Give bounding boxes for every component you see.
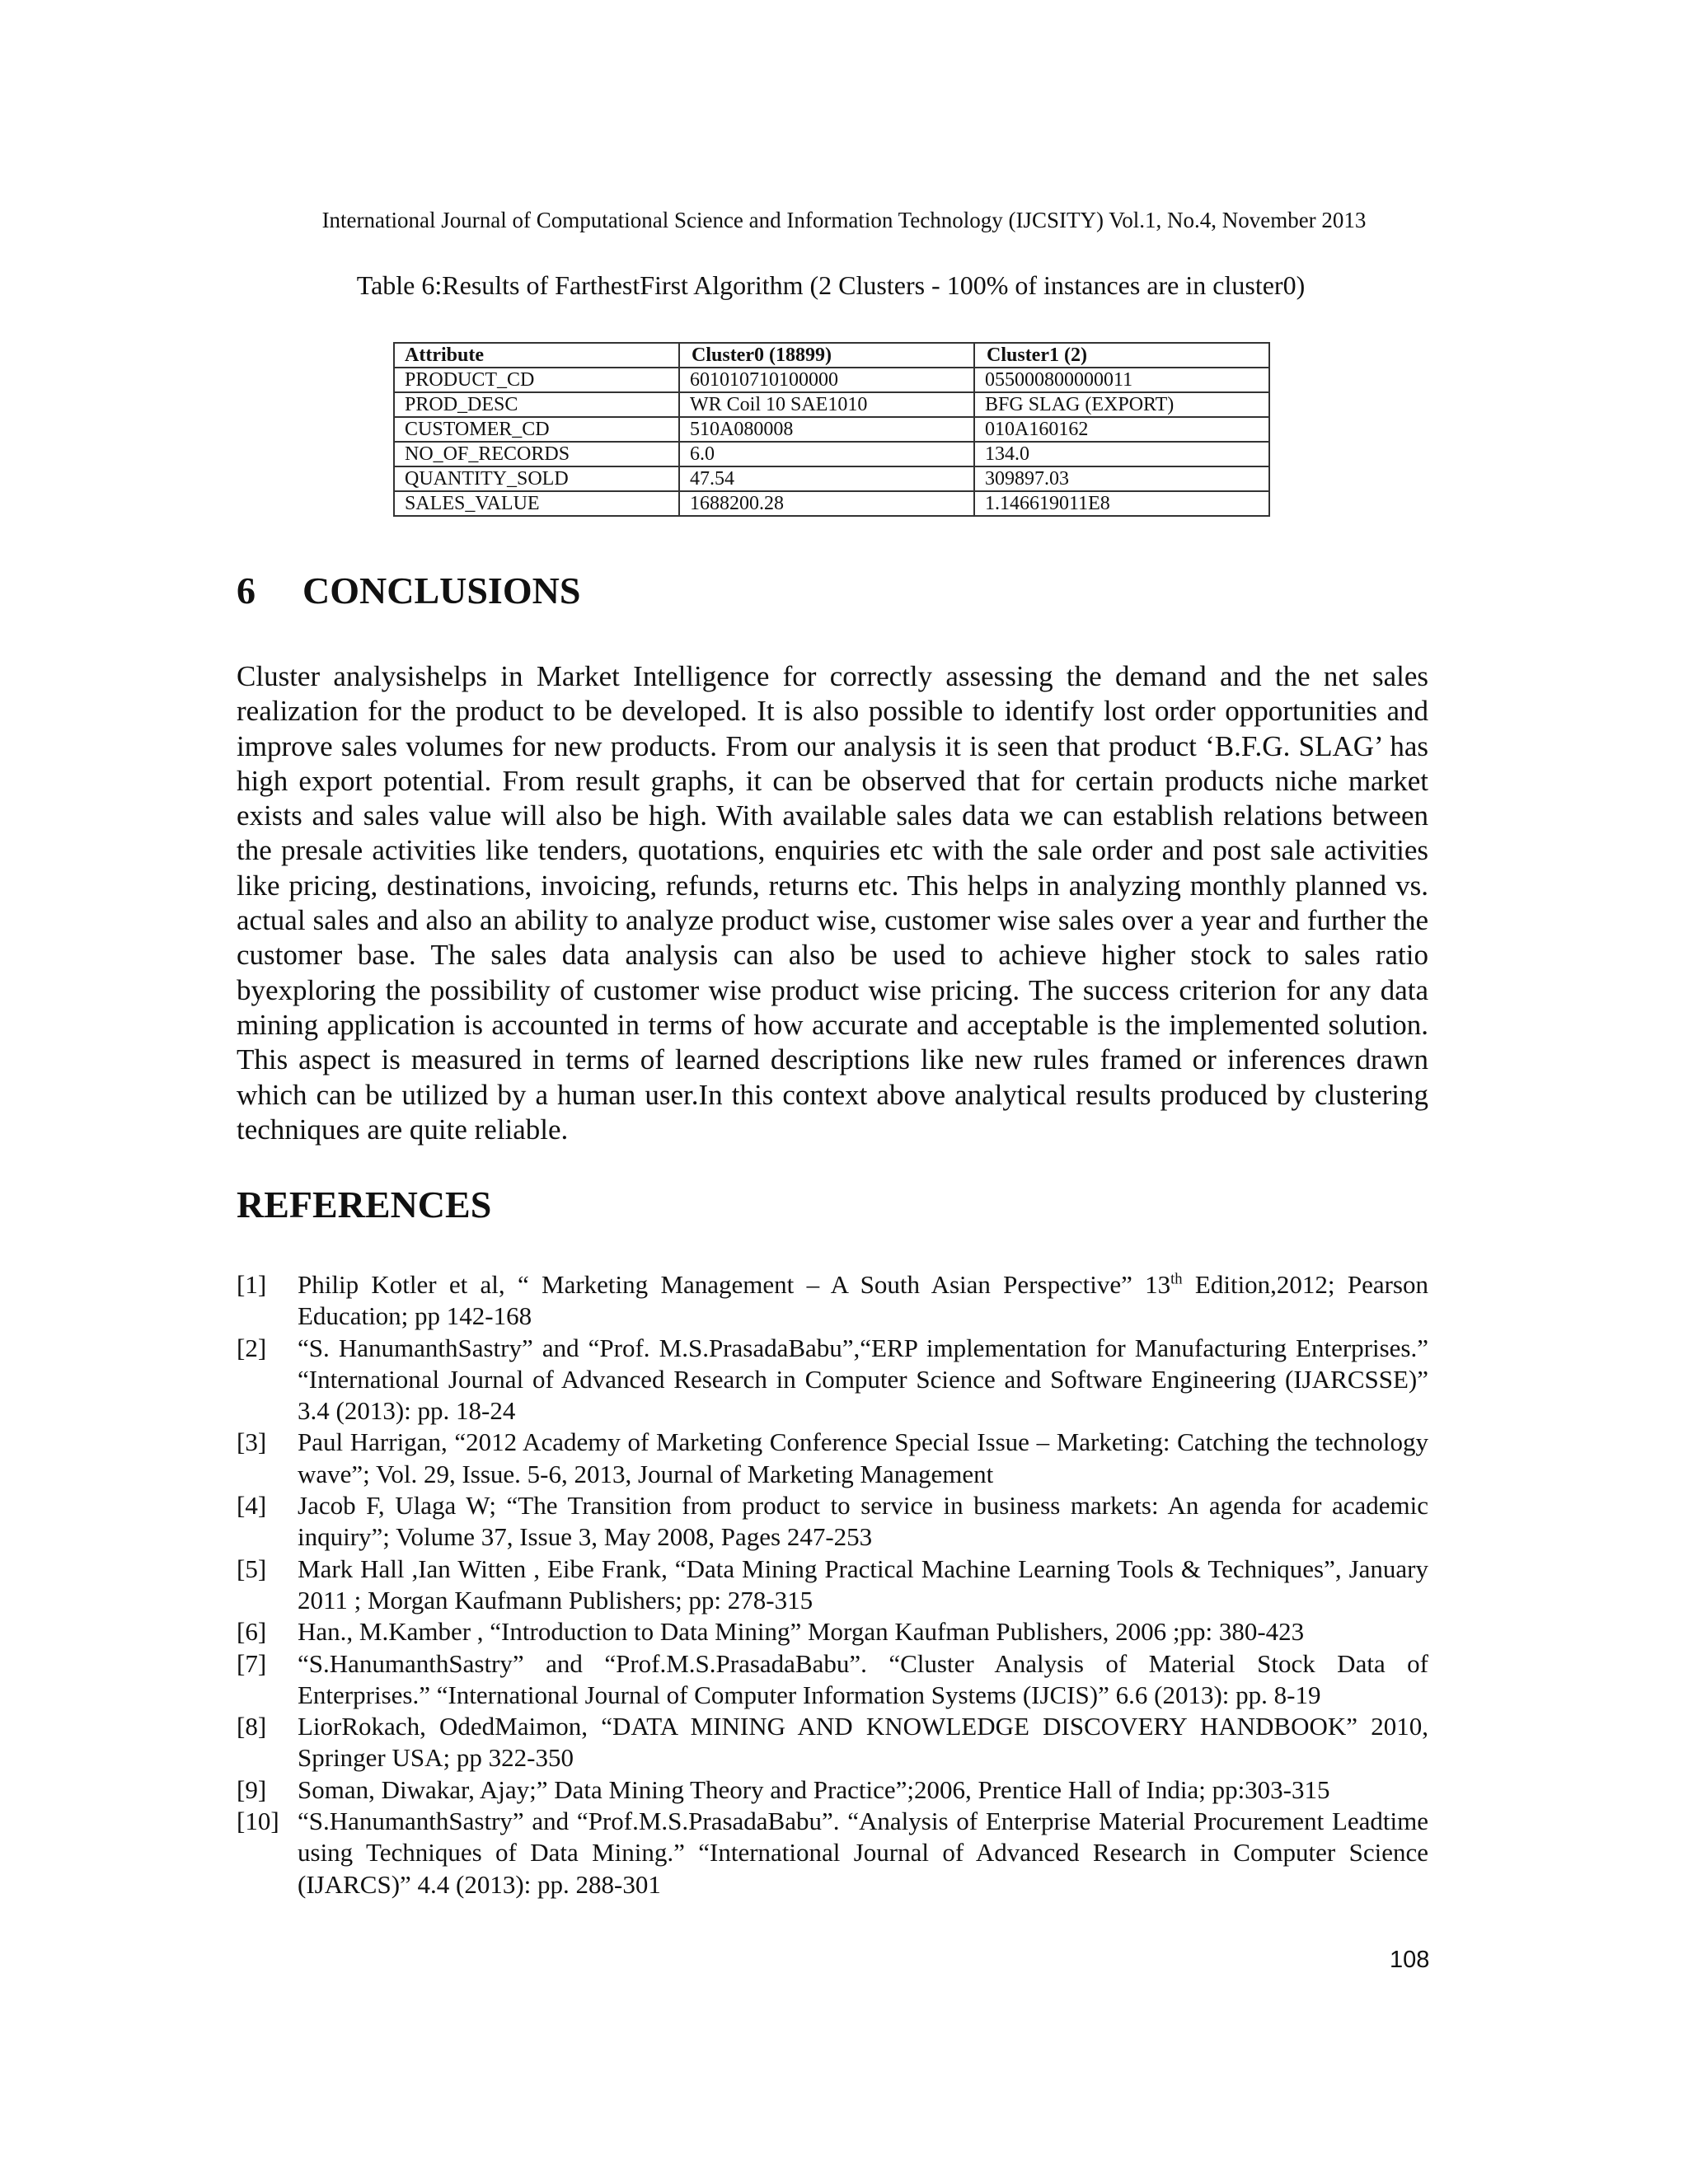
reference-item bbox=[237, 1648, 1428, 1712]
table-header-row bbox=[394, 343, 1269, 368]
table-cell: 1.146619011E8 bbox=[974, 491, 1269, 516]
reference-item bbox=[237, 1806, 1428, 1900]
table-cell: PRODUCT_CD bbox=[394, 368, 679, 392]
section-title: CONCLUSIONS bbox=[302, 569, 581, 612]
reference-number: [8] bbox=[237, 1712, 267, 1741]
table-cell: 309897.03 bbox=[974, 466, 1269, 491]
table-row bbox=[394, 442, 1269, 466]
table-cell: 010A160162 bbox=[974, 417, 1269, 442]
conclusions-heading bbox=[237, 569, 580, 612]
table-cell: WR Coil 10 SAE1010 bbox=[679, 392, 974, 417]
conclusions-paragraph: Cluster analysishelps in Market Intelligence for correctly assessing the demand and the net sales realization for the product to be developed. It is also possible to identify lost order opportunities and improve sales volumes for new products. From our analysis it is seen that product ‘B.F.G. SLAG’ has high export potential. From result graphs, it can be observed that for certain products niche market exists and sales value will also be high. With available sales data we can establish relations between the presale activities like tenders, quotations, enquiries etc with the sale order and post sale activities like pricing, destinations, invoicing, refunds, returns etc. This helps in analyzing monthly planned vs. actual sales and also an ability to analyze product wise, customer wise sales over a year and further the customer base. The sales data analysis can also be used to achieve higher stock to sales ratio byexploring the possibility of customer wise product wise pricing. The success criterion for any data mining application is accounted in terms of how accurate and acceptable is the implemented solution. This aspect is measured in terms of learned descriptions like new rules framed or inferences drawn which can be utilized by a human user.In this context above analytical results produced by clustering techniques are quite reliable. bbox=[237, 660, 1428, 1146]
table-cell: CUSTOMER_CD bbox=[394, 417, 679, 442]
reference-number: [5] bbox=[237, 1554, 267, 1583]
reference-text: LiorRokach, OdedMaimon, “DATA MINING AND KNOWLEDGE DISCOVERY HANDBOOK” 2010, Springer USA; pp 322-350 bbox=[298, 1712, 1428, 1773]
table-caption: Table 6:Results of FarthestFirst Algorithm (2 Clusters - 100% of instances are in cluster0) bbox=[356, 270, 1306, 300]
table-cell: 1688200.28 bbox=[679, 491, 974, 516]
reference-text: Mark Hall ,Ian Witten , Eibe Frank, “Data Mining Practical Machine Learning Tools & Techniques”, January 2011 ; Morgan Kaufmann Publishers; pp: 278-315 bbox=[298, 1554, 1428, 1615]
reference-number: [10] bbox=[237, 1807, 279, 1836]
table-cell: QUANTITY_SOLD bbox=[394, 466, 679, 491]
reference-text: Soman, Diwakar, Ajay;” Data Mining Theory and Practice”;2006, Prentice Hall of India; pp:303-315 bbox=[298, 1774, 1330, 1804]
table-cell: NO_OF_RECORDS bbox=[394, 442, 679, 466]
column-header: Cluster1 (2) bbox=[974, 343, 1269, 368]
reference-item bbox=[237, 1554, 1428, 1617]
reference-number: [9] bbox=[237, 1774, 267, 1804]
table-row bbox=[394, 368, 1269, 392]
reference-list bbox=[237, 1269, 1428, 1900]
section-number: 6 bbox=[237, 569, 256, 612]
table-cell: 601010710100000 bbox=[679, 368, 974, 392]
reference-text: Han., M.Kamber , “Introduction to Data Mining” Morgan Kaufman Publishers, 2006 ;pp: 380-423 bbox=[298, 1617, 1305, 1647]
table-cell: PROD_DESC bbox=[394, 392, 679, 417]
reference-text: Philip Kotler et al, “ Marketing Management – A South Asian Perspective” 13 bbox=[298, 1270, 1171, 1299]
reference-text: “S. HanumanthSastry” and “Prof. M.S.PrasadaBabu”,“ERP implementation for Manufacturing Enterprises.” “International Journal of Advanced Research in Computer Science and Software Engineering (IJARCSSE)” 3.4 (2013): pp. 18-24 bbox=[298, 1333, 1428, 1426]
reference-text: Paul Harrigan, “2012 Academy of Marketing Conference Special Issue – Marketing: Catching the technology wave”; Vol. 29, Issue. 5-6, 2013, Journal of Marketing Management bbox=[298, 1427, 1428, 1488]
reference-number: [2] bbox=[237, 1333, 267, 1362]
column-header: Attribute bbox=[394, 343, 679, 368]
reference-item bbox=[237, 1774, 1428, 1806]
column-header: Cluster0 (18899) bbox=[679, 343, 974, 368]
results-table bbox=[393, 342, 1270, 517]
references-heading: REFERENCES bbox=[237, 1183, 492, 1226]
table-row bbox=[394, 417, 1269, 442]
reference-number: [4] bbox=[237, 1491, 267, 1521]
reference-text: “S.HanumanthSastry” and “Prof.M.S.PrasadaBabu”. “Cluster Analysis of Material Stock Data of Enterprises.” “International Journal of Computer Information Systems (IJCIS)” 6.6 (2013): pp. 8-19 bbox=[298, 1648, 1428, 1709]
reference-item bbox=[237, 1269, 1428, 1333]
reference-number: [1] bbox=[237, 1270, 267, 1299]
table-cell: 6.0 bbox=[679, 442, 974, 466]
table-row bbox=[394, 466, 1269, 491]
reference-item bbox=[237, 1711, 1428, 1774]
reference-item bbox=[237, 1616, 1428, 1647]
reference-text: “S.HanumanthSastry” and “Prof.M.S.PrasadaBabu”. “Analysis of Enterprise Material Procurement Leadtime using Techniques of Data Mining.” “International Journal of Advanced Research in Computer Science (IJARCS)” 4.4 (2013): pp. 288-301 bbox=[298, 1807, 1428, 1899]
reference-number: [3] bbox=[237, 1427, 267, 1457]
table-row bbox=[394, 491, 1269, 516]
table-cell: 134.0 bbox=[974, 442, 1269, 466]
reference-item bbox=[237, 1333, 1428, 1427]
page-number: 108 bbox=[1390, 1947, 1430, 1973]
superscript: th bbox=[1170, 1270, 1183, 1288]
table-cell: 055000800000011 bbox=[974, 368, 1269, 392]
running-header: International Journal of Computational Science and Information Technology (IJCSITY) Vol.1, No.4, November 2013 bbox=[321, 208, 1367, 232]
reference-item bbox=[237, 1490, 1428, 1554]
reference-item bbox=[237, 1427, 1428, 1490]
table-cell: 47.54 bbox=[679, 466, 974, 491]
table-row bbox=[394, 392, 1269, 417]
reference-number: [7] bbox=[237, 1648, 267, 1678]
table-cell: BFG SLAG (EXPORT) bbox=[974, 392, 1269, 417]
reference-text: Jacob F, Ulaga W; “The Transition from product to service in business markets: An agenda for academic inquiry”; Volume 37, Issue 3, May 2008, Pages 247-253 bbox=[298, 1491, 1428, 1552]
table-cell: SALES_VALUE bbox=[394, 491, 679, 516]
reference-text: Edition,2012; Pearson Education; pp 142-168 bbox=[298, 1270, 1428, 1331]
reference-number: [6] bbox=[237, 1617, 267, 1647]
table-cell: 510A080008 bbox=[679, 417, 974, 442]
